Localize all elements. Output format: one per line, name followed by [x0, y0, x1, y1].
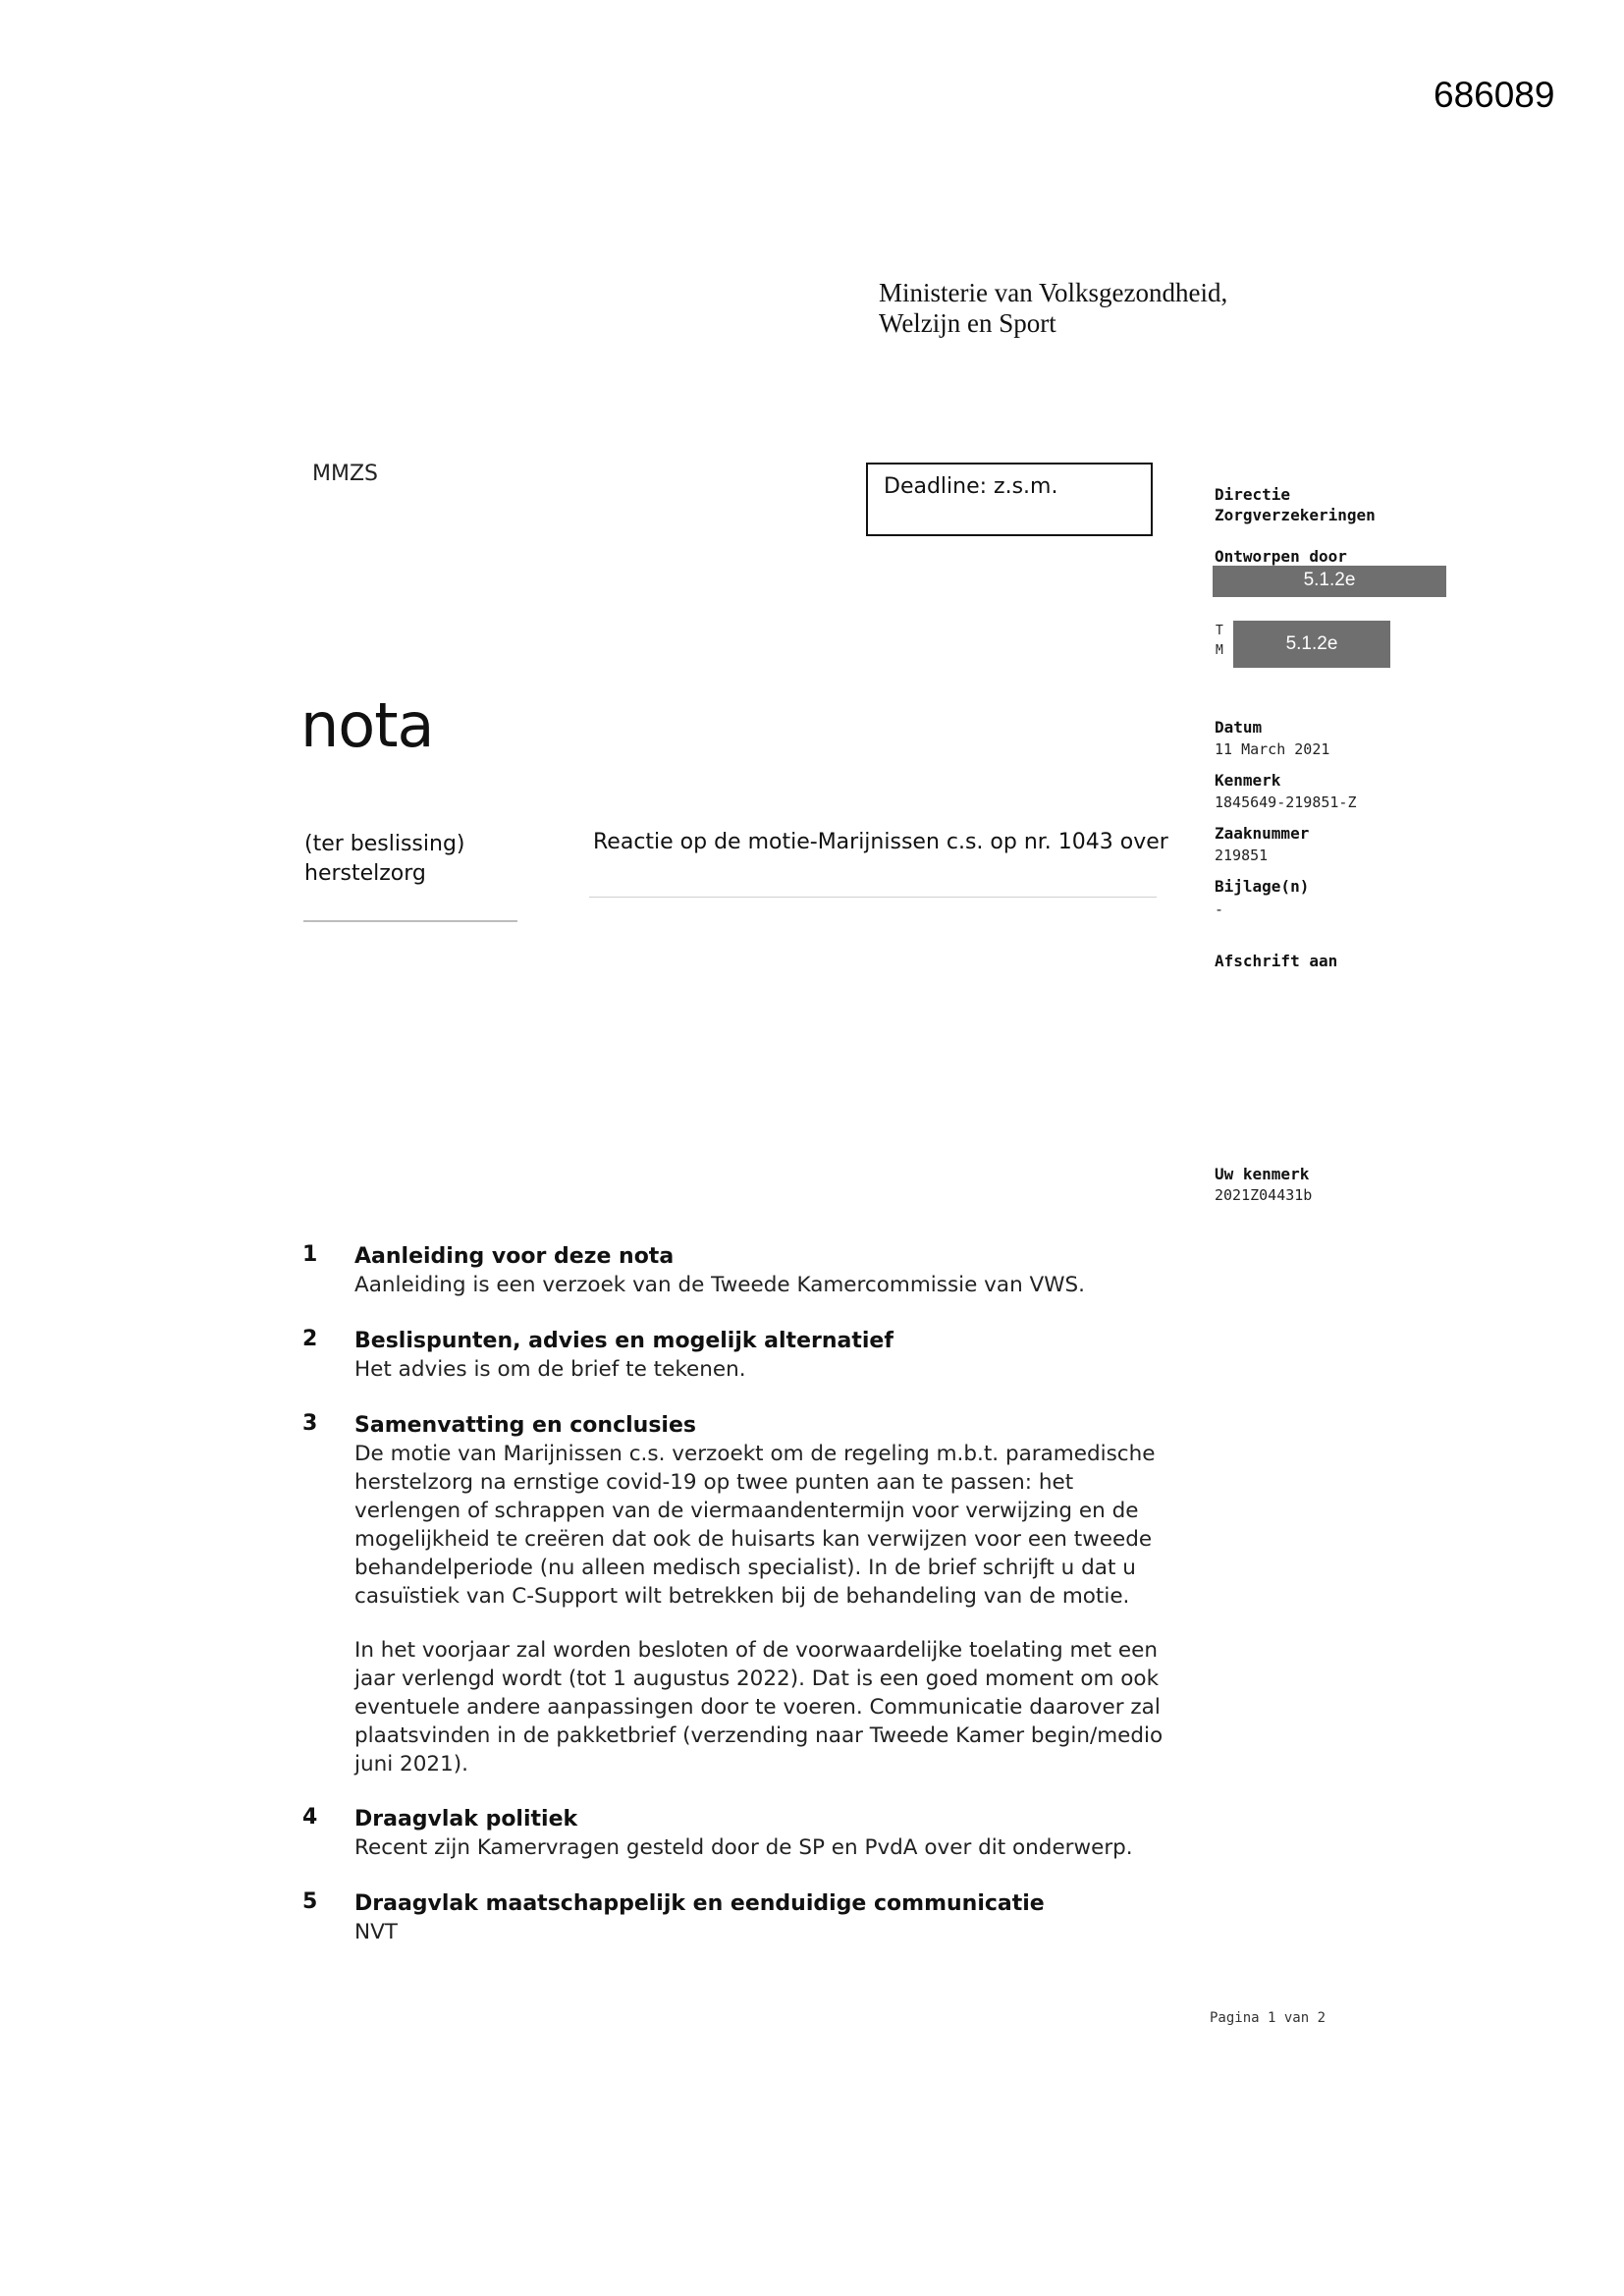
subject-text: Reactie op de motie-Marijnissen c.s. op nr. 1043 over [593, 830, 1168, 854]
section-paragraph: De motie van Marijnissen c.s. verzoekt om de regeling m.b.t. paramedische herstelzorg na ernstige covid-19 op twee punten aan te passen: het verlengen of schrappen van de viermaandentermijn voor verwijzing en de mogelijkheid te creëren dat ook de huisarts kan verwijzen voor een tweede behandelperiode (nu alleen medisch specialist). In de brief schrijft u dat u casuïstiek van C-Support wilt betrekken bij de behandeling van de motie. [354, 1442, 1156, 1609]
section-number: 3 [302, 1411, 318, 1436]
section-number: 2 [302, 1327, 318, 1351]
deadline-text: Deadline: z.s.m. [884, 474, 1058, 499]
document-title: nota [300, 689, 434, 761]
case-number-label: Zaaknummer [1215, 824, 1310, 843]
directorate-label: Directie [1215, 485, 1291, 504]
section-paragraph: Aanleiding is een verzoek van de Tweede Kamercommissie van VWS. [354, 1273, 1085, 1297]
ministry-line-1: Ministerie van Volksgezondheid, [879, 278, 1228, 307]
designed-by-label: Ontworpen door [1215, 547, 1347, 566]
redaction-block-designer: 5.1.2e [1213, 566, 1446, 597]
date-label: Datum [1215, 718, 1263, 737]
section-paragraph: Recent zijn Kamervragen gesteld door de SP en PvdA over dit onderwerp. [354, 1835, 1133, 1860]
redaction-block-phone: 5.1.2e [1233, 621, 1390, 668]
section-heading: Samenvatting en conclusies [354, 1413, 696, 1438]
section-number: 1 [302, 1242, 318, 1267]
section-heading: Draagvlak maatschappelijk en eenduidige communicatie [354, 1891, 1045, 1916]
section-heading: Beslispunten, advies en mogelijk alternatief [354, 1329, 893, 1353]
subject-type-line-1: (ter beslissing) [304, 832, 465, 856]
section-number: 4 [302, 1805, 318, 1830]
section-paragraph: NVT [354, 1920, 398, 1944]
ministry-logo-text [879, 278, 1227, 339]
m-label: M [1216, 643, 1223, 658]
subject-type-line-2: herstelzorg [304, 861, 426, 886]
section-paragraph: Het advies is om de brief te tekenen. [354, 1357, 746, 1382]
page-number: Pagina 1 van 2 [1210, 2010, 1326, 2026]
case-number-value: 219851 [1215, 847, 1269, 864]
t-label: T [1216, 624, 1223, 638]
reference-label: Kenmerk [1215, 771, 1281, 790]
your-reference-label: Uw kenmerk [1215, 1165, 1310, 1183]
ministry-line-2: Welzijn en Sport [879, 308, 1056, 338]
attachments-label: Bijlage(n) [1215, 877, 1310, 896]
attachments-value: - [1215, 901, 1224, 918]
your-reference-value: 2021Z04431b [1215, 1186, 1313, 1204]
document-number: 686089 [1434, 75, 1555, 115]
subject-type [304, 830, 465, 889]
deadline-box [866, 463, 1153, 536]
subject-divider [589, 897, 1157, 898]
sidebar-directorate [1215, 484, 1376, 525]
section-heading: Aanleiding voor deze nota [354, 1244, 675, 1269]
phone-labels [1216, 622, 1223, 661]
section-heading: Draagvlak politiek [354, 1807, 578, 1831]
section-number: 5 [302, 1889, 318, 1914]
short-divider [303, 920, 517, 922]
department-code: MMZS [312, 462, 378, 486]
section-paragraph: In het voorjaar zal worden besloten of de voorwaardelijke toelating met een jaar verlengd wordt (tot 1 augustus 2022). Dat is een goed moment om ook eventuele andere aanpassingen door te voeren. Communicatie daarover zal plaatsvinden in de pakketbrief (verzending naar Tweede Kamer begin/medio juni 2021). [354, 1638, 1164, 1777]
date-value: 11 March 2021 [1215, 740, 1330, 758]
directorate-value: Zorgverzekeringen [1215, 506, 1376, 524]
copy-to-label: Afschrift aan [1215, 952, 1338, 970]
reference-value: 1845649-219851-Z [1215, 793, 1357, 811]
